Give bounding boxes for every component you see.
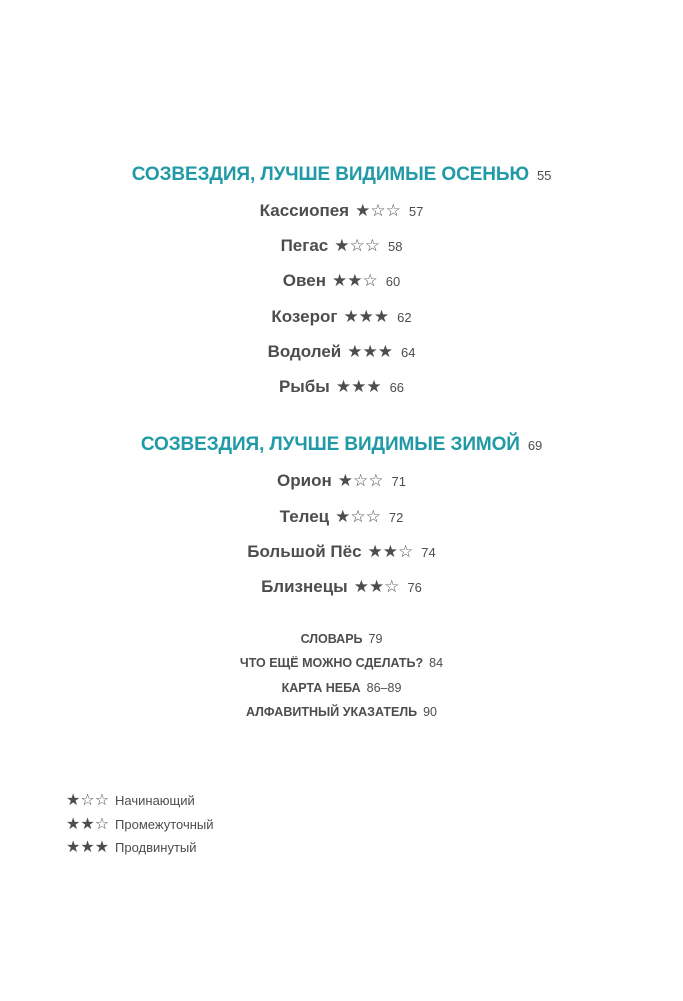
toc-entry-gemini[interactable] [0,577,683,597]
entry-page-number: 76 [407,580,422,595]
toc-entry-aries[interactable] [0,271,683,291]
entry-page-number: 66 [389,380,405,395]
difficulty-stars-icon: ★★☆ [66,816,110,833]
entry-name: Большой Пёс [247,542,362,561]
entry-page-number: 79 [368,632,383,646]
section-page-number: 69 [527,438,543,453]
toc-entry-canis-major[interactable] [0,542,683,562]
entry-name: Кассиопея [259,201,350,220]
entry-name: АЛФАВИТНЫЙ УКАЗАТЕЛЬ [245,705,418,719]
difficulty-stars-icon: ★★☆ [331,271,378,290]
toc-entry-glossary[interactable] [0,632,683,646]
difficulty-stars-icon: ★☆☆ [334,236,380,255]
section-title-text: СОЗВЕЗДИЯ, ЛУЧШЕ ВИДИМЫЕ ОСЕНЬЮ [131,164,529,185]
entry-page-number: 60 [385,274,401,289]
toc-entry-taurus[interactable] [0,507,683,527]
toc-entry-index[interactable] [0,705,683,719]
entry-page-number: 90 [423,705,437,719]
legend-advanced [66,837,197,857]
entry-name: Водолей [267,342,342,361]
entry-name: Орион [277,471,332,490]
entry-name: Пегас [280,236,329,255]
toc-entry-orion[interactable] [0,471,683,491]
entry-name: КАРТА НЕБА [281,681,361,695]
entry-page-number: 58 [387,239,403,254]
entry-page-number: 74 [421,545,436,560]
entry-name: Телец [279,507,330,526]
entry-page-number: 57 [408,204,424,219]
entry-page-number: 84 [429,656,444,670]
entry-name: Рыбы [278,377,330,396]
toc-entry-what-else[interactable] [0,656,683,670]
section-title-winter[interactable] [0,434,683,456]
difficulty-stars-icon: ★☆☆ [355,201,401,220]
legend-label: Продвинутый [115,840,197,855]
difficulty-stars-icon: ★★★ [335,377,382,396]
entry-page-number: 62 [397,310,412,325]
entry-name: Близнецы [261,577,348,596]
difficulty-stars-icon: ★★☆ [367,542,414,561]
toc-entry-aquarius[interactable] [0,342,683,362]
toc-entry-sky-map[interactable] [0,681,683,695]
difficulty-stars-icon: ★★★ [66,839,110,856]
entry-name: СЛОВАРЬ [300,632,363,646]
entry-page-number: 64 [400,345,416,360]
legend-label: Начинающий [115,793,195,808]
section-page-number: 55 [536,168,552,183]
toc-entry-cassiopeia[interactable] [0,201,683,221]
toc-entry-capricorn[interactable] [0,307,683,327]
entry-page-number: 72 [388,510,404,525]
entry-name: Козерог [271,307,338,326]
entry-page-number: 71 [391,474,406,489]
toc-entry-pisces[interactable] [0,377,683,397]
legend-beginner [66,790,195,810]
difficulty-stars-icon: ★★★ [347,342,393,361]
legend-label: Промежуточный [115,817,214,832]
entry-page-number: 86–89 [366,681,402,695]
difficulty-stars-icon: ★★☆ [353,577,400,596]
section-title-autumn[interactable] [0,164,683,186]
entry-name: ЧТО ЕЩЁ МОЖНО СДЕЛАТЬ? [239,656,424,670]
difficulty-stars-icon: ★★★ [343,307,390,326]
toc-entry-pegasus[interactable] [0,236,683,256]
legend-intermediate [66,814,214,834]
entry-name: Овен [282,271,326,290]
difficulty-stars-icon: ★☆☆ [66,792,110,809]
difficulty-stars-icon: ★☆☆ [337,471,384,490]
difficulty-stars-icon: ★☆☆ [335,507,381,526]
section-title-text: СОЗВЕЗДИЯ, ЛУЧШЕ ВИДИМЫЕ ЗИМОЙ [140,434,520,455]
